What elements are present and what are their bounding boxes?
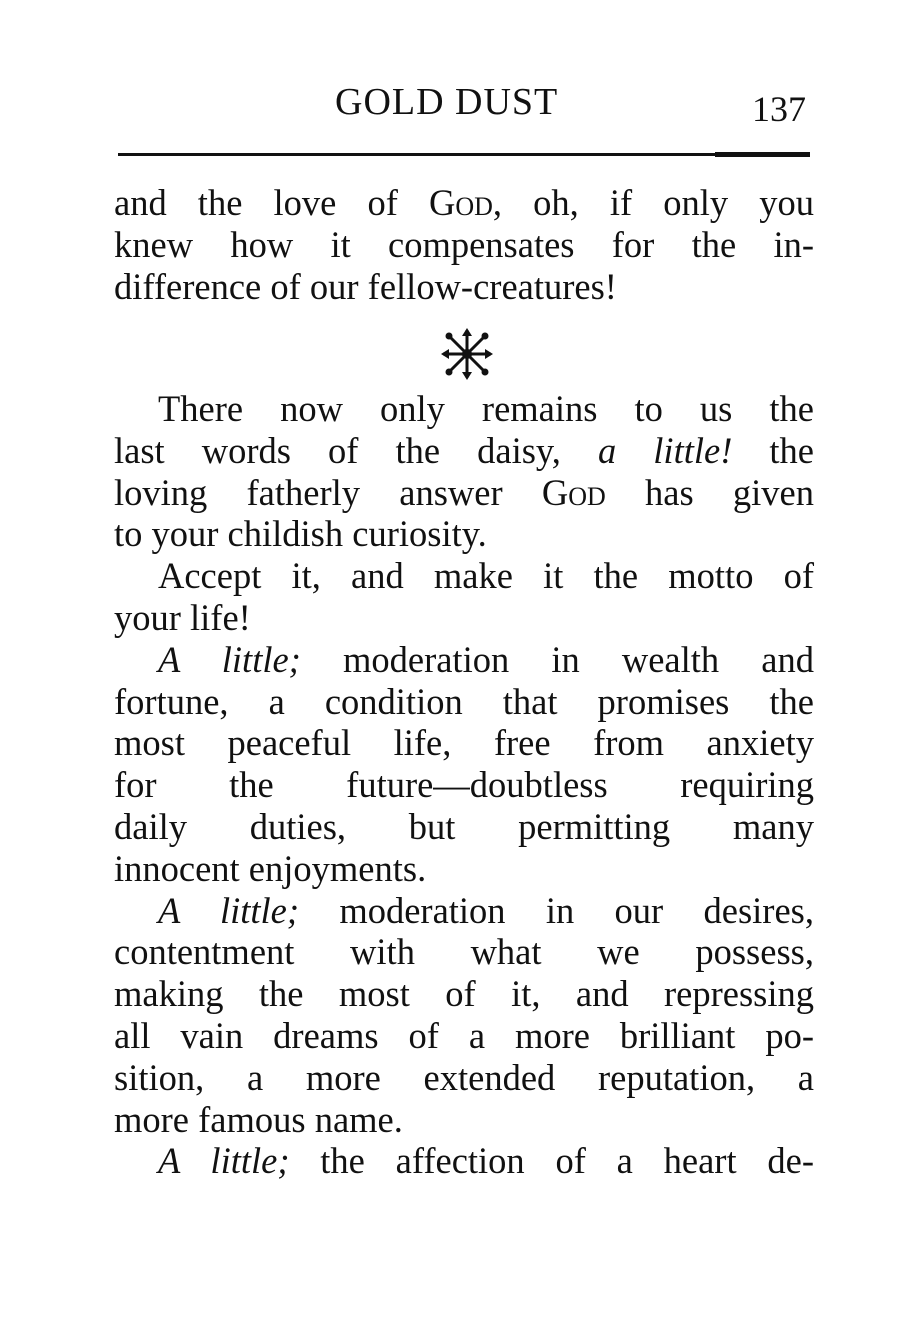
text-line: fortune, a condition that promises the: [114, 680, 814, 722]
text-line: A little; moderation in our desires,: [158, 889, 814, 931]
text-line: and the love of God, oh, if only you: [114, 182, 814, 223]
asterism-ornament-icon: [437, 324, 497, 384]
paragraph-continuation: [114, 182, 814, 307]
header-rule: [118, 153, 810, 156]
text-line: your life!: [114, 596, 251, 638]
text-line: A little; moderation in wealth and: [158, 638, 814, 680]
text-line: difference of our fellow-creatures!: [114, 265, 617, 307]
divine-name: God: [428, 182, 493, 223]
text-line: all vain dreams of a more brilliant po-: [114, 1014, 814, 1056]
text-line: loving fatherly answer God has given: [114, 471, 814, 513]
header-rule-end: [715, 152, 810, 157]
text-line: There now only remains to us the: [158, 388, 814, 429]
text-line: making the most of it, and repressing: [114, 973, 814, 1015]
page-header: [0, 80, 917, 140]
text-line: more famous name.: [114, 1098, 403, 1140]
text-line: daily duties, but permitting many: [114, 805, 814, 847]
text-line: contentment with what we possess,: [114, 931, 814, 973]
main-text: [114, 388, 814, 1182]
text-line: most peaceful life, free from anxiety: [114, 722, 814, 764]
text-line: for the future—doubtless requiring: [114, 764, 814, 806]
page-number: 137: [752, 89, 806, 129]
text-line: last words of the daisy, a little! the: [114, 429, 815, 471]
text-line: A little; the affection of a heart de-: [158, 1140, 814, 1182]
text-line: Accept it, and make it the motto of: [158, 555, 814, 597]
divine-name: God: [541, 471, 606, 513]
text-line: knew how it compensates for the in-: [114, 223, 814, 265]
text-line: innocent enjoyments.: [114, 847, 427, 889]
running-title: GOLD DUST: [335, 81, 559, 123]
text-line: sition, a more extended reputation, a: [114, 1056, 814, 1098]
text-line: to your childish curiosity.: [114, 513, 487, 555]
